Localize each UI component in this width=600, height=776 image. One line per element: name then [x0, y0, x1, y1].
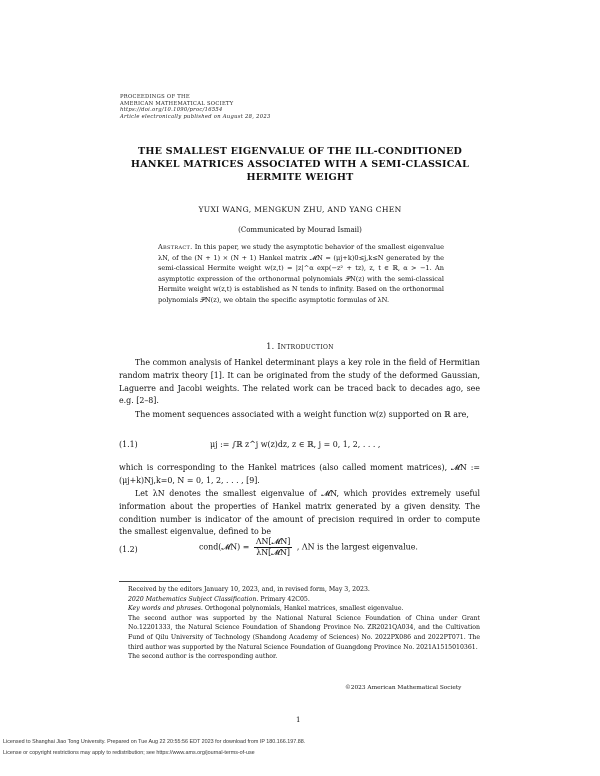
equation-2-label: (1.2) — [119, 545, 138, 554]
equation-2-lhs: cond(𝓜N) = — [199, 542, 250, 552]
paragraph-4: Let λN denotes the smallest eigenvalue of 𝓜N, which provides extremely useful information about the properties of Hankel matrix generated by a given density. The condition number is indicator of the amount of precision required in order to compute the smallest eigenvalue, defined to be — [119, 489, 480, 537]
title-line-2: HANKEL MATRICES ASSOCIATED WITH A SEMI-CLASSICAL — [130, 159, 470, 170]
msc-value: Primary 42C05. — [260, 595, 310, 603]
section-title: Introduction — [277, 342, 334, 351]
journal-name-line2: AMERICAN MATHEMATICAL SOCIETY — [120, 100, 234, 107]
footnote-divider — [119, 581, 191, 582]
equation-2-rhs: , ΛN is the largest eigenvalue. — [296, 542, 418, 552]
doi-link[interactable]: https://doi.org/10.1090/proc/16554 — [120, 107, 223, 114]
msc-label: 2020 Mathematics Subject Classification. — [128, 595, 259, 603]
publication-date: Article electronically published on August 28, 2023 — [120, 113, 271, 120]
keywords-label: Key words and phrases. — [128, 605, 203, 613]
equation-1: μj := ∫ℝ z^j w(z)dz, z ∈ ℝ, j = 0, 1, 2, . . . , — [210, 440, 381, 449]
equation-1-label: (1.1) — [119, 440, 138, 449]
msc-note — [128, 595, 480, 605]
corresponding-note: The second author is the corresponding author. — [128, 653, 278, 661]
footnotes — [128, 585, 480, 662]
copyright-notice: ©2023 American Mathematical Society — [345, 685, 462, 691]
page-number: 1 — [296, 716, 301, 724]
paper-title — [100, 145, 500, 184]
keywords-value: Orthogonal polynomials, Hankel matrices, smallest eigenvalue. — [204, 605, 404, 613]
equation-2 — [199, 537, 418, 558]
equation-2-numerator: ΛN[𝓜N] — [255, 537, 291, 546]
communicated-by: (Communicated by Mourad Ismail) — [238, 226, 362, 234]
support-note: The second author was supported by the National Natural Science Foundation of China under Grant No.12201333, the Natural Science Foundation of Shandong Province No. ZR2021QA034, and the Cultivation Fund of Qilu University of Technology (Shandong Academy of Sciences) No. 2022PX086 and 2022PT071. The third author was supported by the Natural Science Foundation of Guangdong Province No. 2021A1515010361. — [128, 614, 480, 651]
keywords-note — [128, 604, 480, 614]
author-list: YUXI WANG, MENGKUN ZHU, AND YANG CHEN — [198, 205, 402, 214]
journal-name-line1: PROCEEDINGS OF THE — [120, 94, 190, 100]
section-heading — [100, 342, 500, 351]
section-number: 1. — [266, 342, 275, 351]
license-line-1: Licensed to Shanghai Jiao Tong University. Prepared on Tue Aug 22 20:55:56 EDT 2023 for download from IP 180.166.197.88. — [3, 739, 306, 745]
equation-2-fraction — [254, 537, 293, 558]
paragraph-2: The moment sequences associated with a weight function w(z) supported on ℝ are, — [135, 410, 469, 419]
abstract-text: In this paper, we study the asymptotic behavior of the smallest eigenvalue λN, of the (N + 1) × (N + 1) Hankel matrix 𝓜N = (μj+k)0≤j,k≤N generated by the semi-classical Hermite weight w(z,t) = |z|^α exp(−z² + tz), z, t ∈ ℝ, α > −1. An asymptotic expression of the orthonormal polynomials 𝒫N(z) with the semi-classical Hermite weight w(z,t) is established as N tends to infinity. Based on the orthonormal polynomials 𝒫N(z), we obtain the specific asymptotic formulas of λN. — [158, 243, 444, 304]
equation-2-denominator: λN[𝓜N] — [256, 548, 290, 557]
received-note: Received by the editors January 10, 2023, and, in revised form, May 3, 2023. — [128, 586, 370, 593]
title-line-3: HERMITE WEIGHT — [246, 172, 354, 183]
abstract — [158, 242, 444, 306]
journal-header — [120, 94, 271, 120]
abstract-label: Abstract. — [158, 243, 193, 251]
paragraph-1: The common analysis of Hankel determinant plays a key role in the field of Hermitian random matrix theory [1]. It can be originated from the study of the deformed Gaussian, Laguerre and Jacobi weights. The related work can be traced back to decades ago, see e.g. [2–8]. — [119, 358, 480, 406]
paragraph-3: which is corresponding to the Hankel matrices (also called moment matrices), 𝓜N := (μj+k)Nj,k=0, N = 0, 1, 2, . . . , [9]. — [119, 463, 480, 485]
title-line-1: THE SMALLEST EIGENVALUE OF THE ILL-CONDITIONED — [138, 146, 462, 157]
license-line-2: License or copyright restrictions may apply to redistribution; see https://www.ams.org/journal-terms-of-use — [3, 750, 255, 756]
